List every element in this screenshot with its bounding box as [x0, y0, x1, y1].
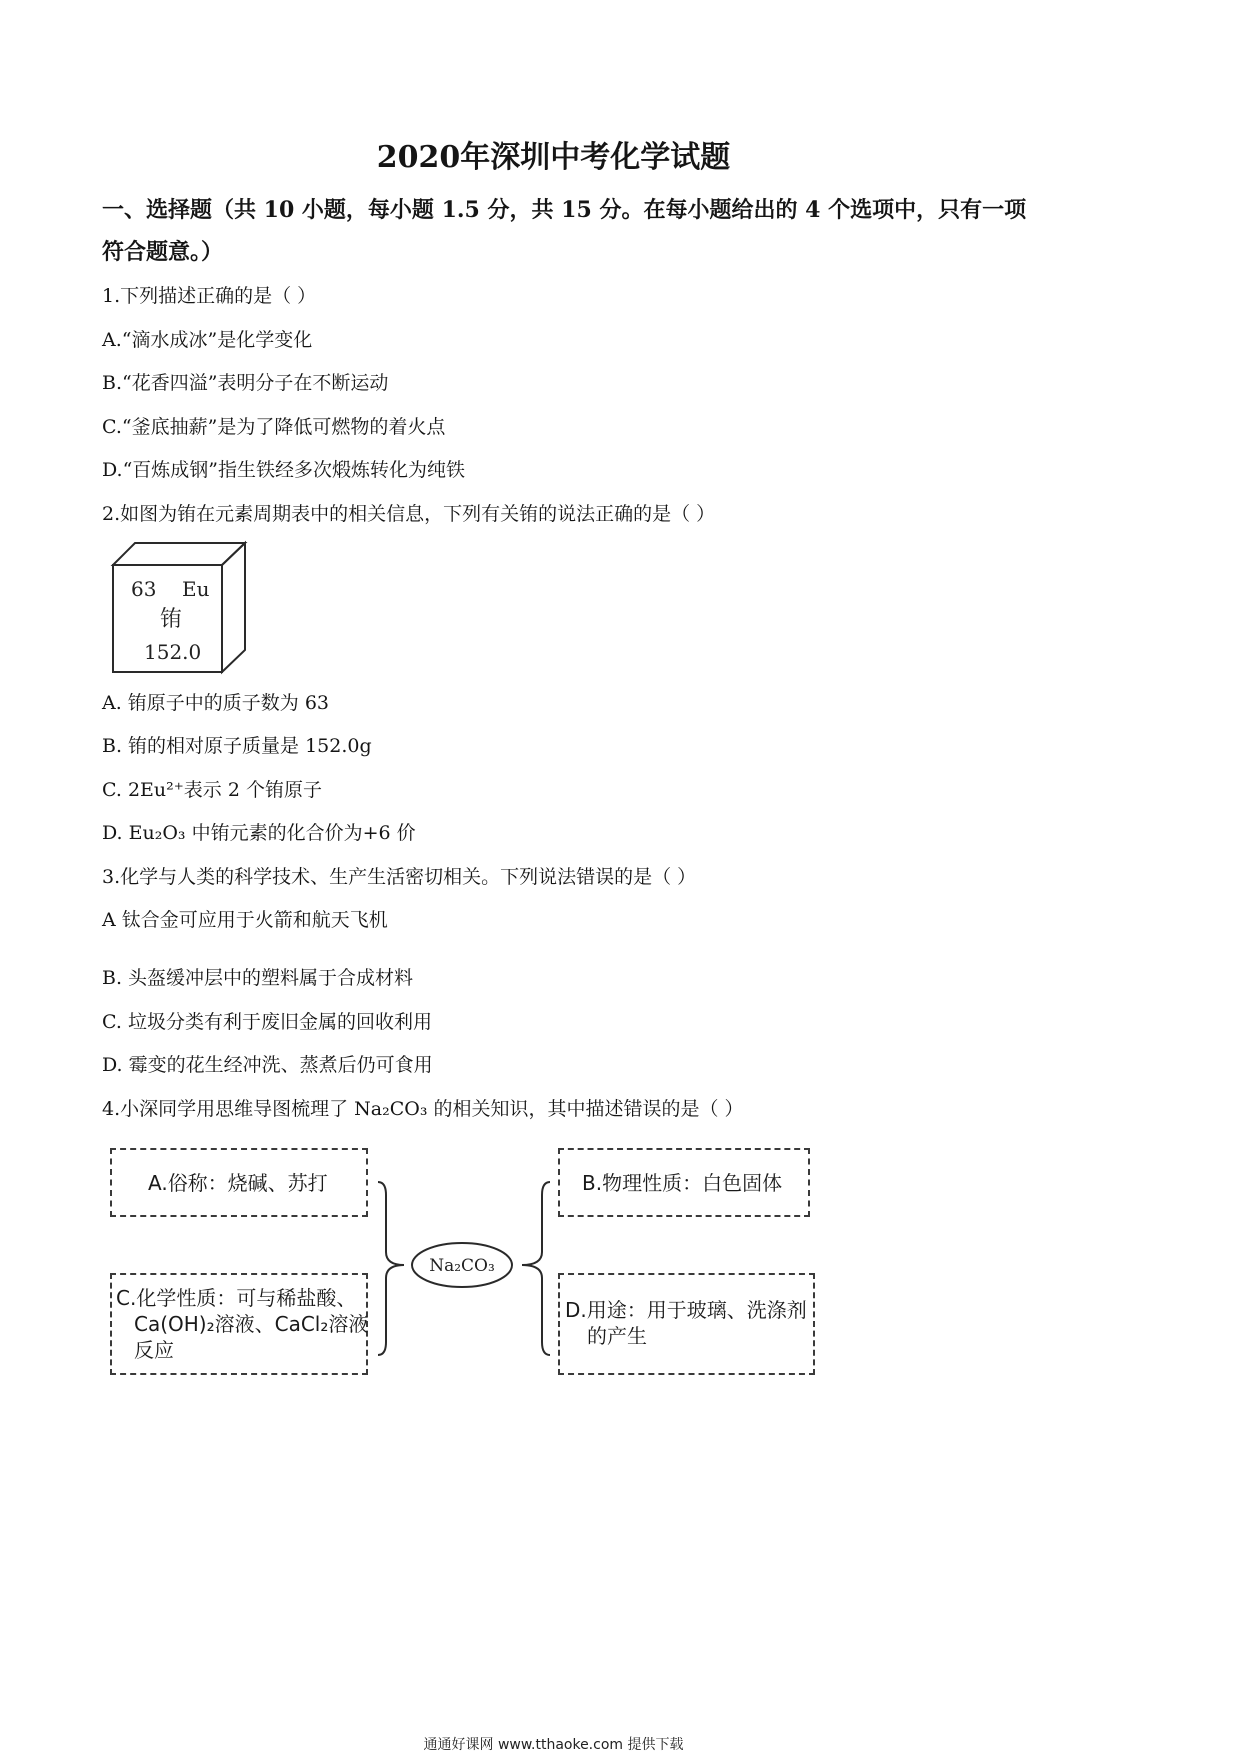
question-1-option-d: D.“百炼成钢”指生铁经多次煅炼转化为纯铁	[102, 459, 466, 481]
question-2-option-b: B. 铕的相对原子质量是 152.0g	[102, 735, 372, 757]
box-d-line-1: D.用途：用于玻璃、洗涤剂	[565, 1298, 807, 1322]
question-2-option-a: A. 铕原子中的质子数为 63	[102, 692, 330, 714]
question-3-option-b: B. 头盔缓冲层中的塑料属于合成材料	[102, 967, 414, 989]
question-3-stem: 3.化学与人类的科学技术、生产生活密切相关。下列说法错误的是（ ）	[102, 866, 697, 888]
question-2-option-d: D. Eu₂O₃ 中铕元素的化合价为+6 价	[102, 822, 416, 844]
box-c-line-1: C.化学性质：可与稀盐酸、	[116, 1286, 357, 1310]
page-title: 2020年深圳中考化学试题	[376, 140, 731, 175]
mind-map-box-c	[110, 1273, 368, 1375]
right-brace	[522, 1182, 550, 1355]
question-3-option-c: C. 垃圾分类有利于废旧金属的回收利用	[102, 1011, 432, 1033]
question-1-option-b: B.“花香四溢”表明分子在不断运动	[102, 372, 389, 394]
mind-map-box-d	[558, 1273, 815, 1375]
section-heading-line-2: 符合题意。）	[102, 239, 224, 265]
box-d-line-2: 的产生	[587, 1324, 647, 1348]
element-name: 铕	[159, 607, 183, 632]
element-card-europium	[105, 535, 255, 680]
element-symbol: Eu	[182, 577, 210, 601]
question-1-option-c: C.“釜底抽薪”是为了降低可燃物的着火点	[102, 416, 446, 438]
box-c-line-3: 反应	[134, 1338, 174, 1362]
center-formula: Na₂CO₃	[429, 1256, 495, 1276]
question-2-stem: 2.如图为铕在元素周期表中的相关信息，下列有关铕的说法正确的是（ ）	[102, 503, 716, 525]
section-heading-line-1: 一、选择题（共 10 小题，每小题 1.5 分，共 15 分。在每小题给出的 4 个选项中，只有一项	[102, 197, 1027, 223]
box-a-text: A.俗称：烧碱、苏打	[148, 1171, 328, 1195]
box-b-text: B.物理性质：白色固体	[582, 1171, 783, 1195]
box-c-line-2: Ca(OH)₂溶液、CaCl₂溶液	[134, 1312, 369, 1336]
question-1-stem: 1.下列描述正确的是（ ）	[102, 285, 317, 307]
mind-map-box-a	[110, 1148, 368, 1217]
question-2-option-c: C. 2Eu²⁺表示 2 个铕原子	[102, 779, 322, 801]
question-3-option-d: D. 霉变的花生经冲洗、蒸煮后仍可食用	[102, 1054, 433, 1076]
question-1-option-a: A.“滴水成冰”是化学变化	[102, 329, 313, 351]
page-footer: 通通好课网 www.tthaoke.com 提供下载	[423, 1737, 684, 1753]
element-card-side-face	[222, 543, 245, 672]
mind-map-box-b	[558, 1148, 810, 1217]
question-3-option-a: A 钛合金可应用于火箭和航天飞机	[102, 909, 388, 931]
question-4-stem: 4.小深同学用思维导图梳理了 Na₂CO₃ 的相关知识，其中描述错误的是（ ）	[102, 1098, 744, 1120]
left-brace	[378, 1182, 404, 1355]
element-atomic-number: 63	[131, 577, 157, 601]
element-atomic-mass: 152.0	[144, 640, 202, 664]
